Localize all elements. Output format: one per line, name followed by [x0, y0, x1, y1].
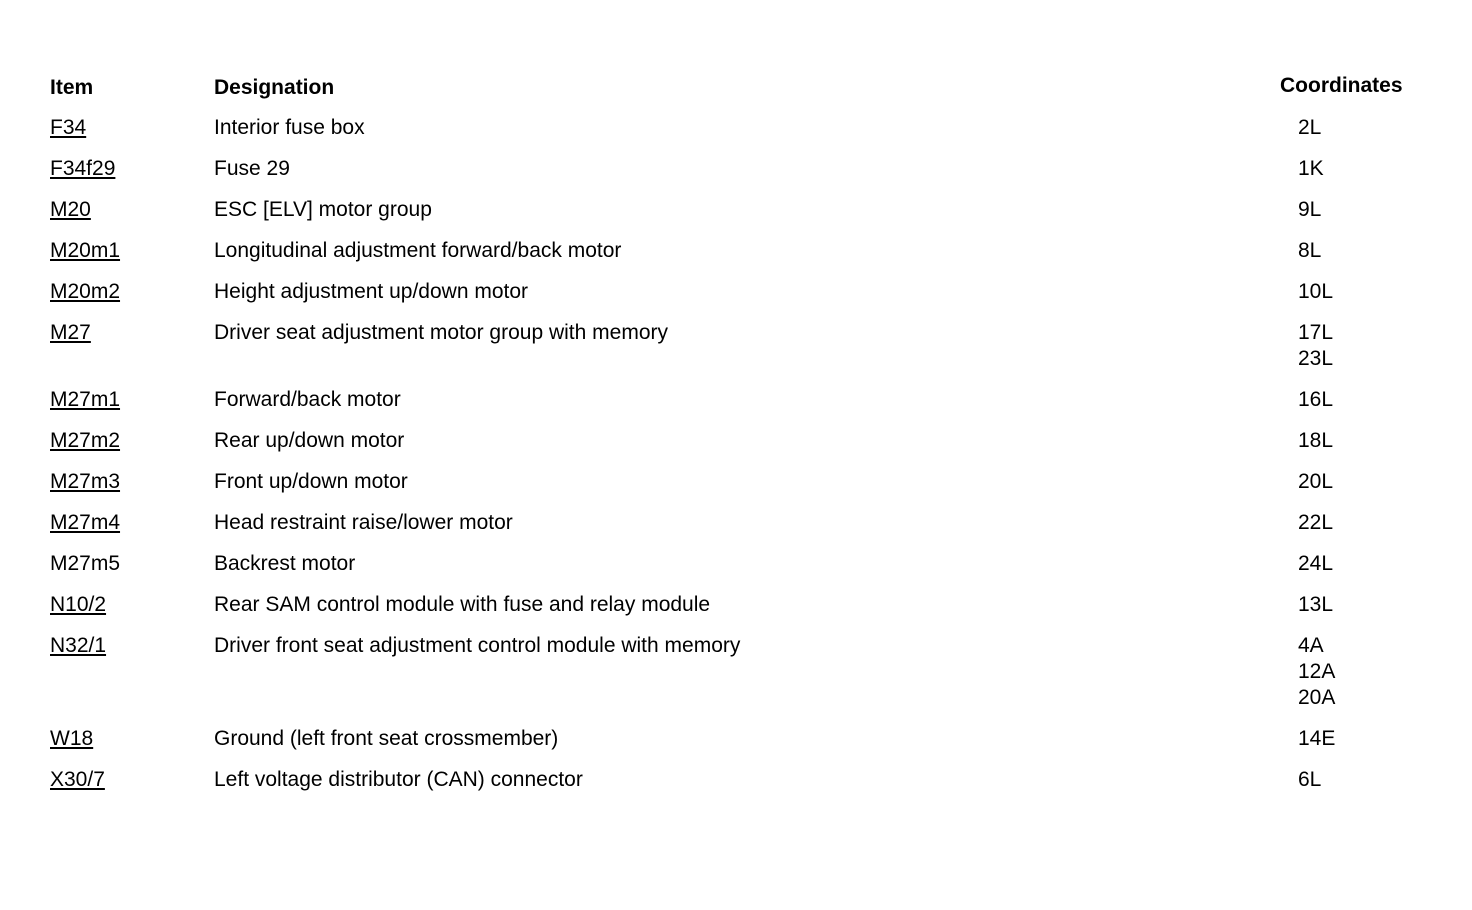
coordinate-value: 6L [1298, 768, 1322, 791]
item-label: M27m5 [50, 552, 121, 575]
coordinates-cell [1298, 726, 1472, 752]
coordinates-cell [1298, 156, 1472, 182]
designation-text: Longitudinal adjustment forward/back motor [214, 239, 622, 262]
designation-text: Rear up/down motor [214, 429, 405, 452]
coordinates-cell [1298, 469, 1472, 495]
item-link[interactable]: W18 [50, 727, 94, 750]
coordinate-value: 2L [1298, 116, 1322, 139]
item-link[interactable]: N32/1 [50, 634, 107, 657]
designation-text: Interior fuse box [214, 116, 365, 139]
item-link[interactable]: M20m1 [50, 239, 121, 262]
coordinate-value: 24L [1298, 552, 1334, 575]
designation-text: Front up/down motor [214, 470, 408, 493]
designation-text: Fuse 29 [214, 157, 290, 180]
column-header-item: Item [50, 76, 94, 99]
coordinates-cell [1298, 387, 1472, 413]
coordinate-value: 20A [1298, 686, 1336, 709]
designation-text: Driver front seat adjustment control module with memory [214, 634, 741, 657]
coordinate-value: 16L [1298, 388, 1334, 411]
coordinates-cell [1298, 428, 1472, 454]
coordinate-value: 17L [1298, 321, 1334, 344]
table-row [0, 633, 1472, 726]
coordinates-cell [1298, 279, 1472, 305]
coordinate-value: 14E [1298, 727, 1336, 750]
designation-text: Rear SAM control module with fuse and relay module [214, 593, 711, 616]
coordinate-value: 10L [1298, 280, 1334, 303]
column-header-designation: Designation [214, 76, 335, 99]
table-row [0, 592, 1472, 633]
coordinate-value: 4A [1298, 634, 1324, 657]
item-link[interactable]: X30/7 [50, 768, 105, 791]
table-row [0, 510, 1472, 551]
coordinates-cell [1298, 592, 1472, 618]
designation-text: Height adjustment up/down motor [214, 280, 529, 303]
coordinate-value: 1K [1298, 157, 1324, 180]
item-link[interactable]: M27 [50, 321, 91, 344]
coordinate-value: 8L [1298, 239, 1322, 262]
designation-text: Forward/back motor [214, 388, 401, 411]
coordinate-value: 13L [1298, 593, 1334, 616]
coordinates-cell [1298, 197, 1472, 223]
table-row [0, 767, 1472, 808]
item-link[interactable]: M27m2 [50, 429, 121, 452]
item-link[interactable]: M27m3 [50, 470, 121, 493]
designation-text: Ground (left front seat crossmember) [214, 727, 559, 750]
table-row [0, 197, 1472, 238]
designation-text: ESC [ELV] motor group [214, 198, 432, 221]
table-row [0, 428, 1472, 469]
coordinate-value: 23L [1298, 347, 1334, 370]
designation-text: Head restraint raise/lower motor [214, 511, 513, 534]
coordinate-value: 12A [1298, 660, 1336, 683]
designation-text: Driver seat adjustment motor group with memory [214, 321, 668, 344]
coordinates-cell [1298, 551, 1472, 577]
item-link[interactable]: M27m4 [50, 511, 121, 534]
item-link[interactable]: F34 [50, 116, 87, 139]
table-row [0, 726, 1472, 767]
table-row [0, 387, 1472, 428]
table-row [0, 279, 1472, 320]
table-row [0, 115, 1472, 156]
item-link[interactable]: M20m2 [50, 280, 121, 303]
coordinate-value: 9L [1298, 198, 1322, 221]
table-row [0, 469, 1472, 510]
coordinates-cell [1298, 320, 1472, 372]
coordinate-value: 20L [1298, 470, 1334, 493]
designation-text: Left voltage distributor (CAN) connector [214, 768, 583, 791]
coordinates-cell [1298, 115, 1472, 141]
coordinates-cell [1298, 510, 1472, 536]
component-table [0, 115, 1472, 808]
item-link[interactable]: M27m1 [50, 388, 121, 411]
coordinates-cell [1298, 633, 1472, 711]
item-link[interactable]: M20 [50, 198, 91, 221]
table-row [0, 156, 1472, 197]
table-row [0, 551, 1472, 592]
column-header-coordinates: Coordinates [1280, 74, 1403, 97]
table-row [0, 238, 1472, 279]
item-link[interactable]: N10/2 [50, 593, 107, 616]
coordinates-cell [1298, 767, 1472, 793]
item-link[interactable]: F34f29 [50, 157, 116, 180]
coordinate-value: 22L [1298, 511, 1334, 534]
coordinates-cell [1298, 238, 1472, 264]
coordinate-value: 18L [1298, 429, 1334, 452]
table-row [0, 320, 1472, 387]
designation-text: Backrest motor [214, 552, 356, 575]
